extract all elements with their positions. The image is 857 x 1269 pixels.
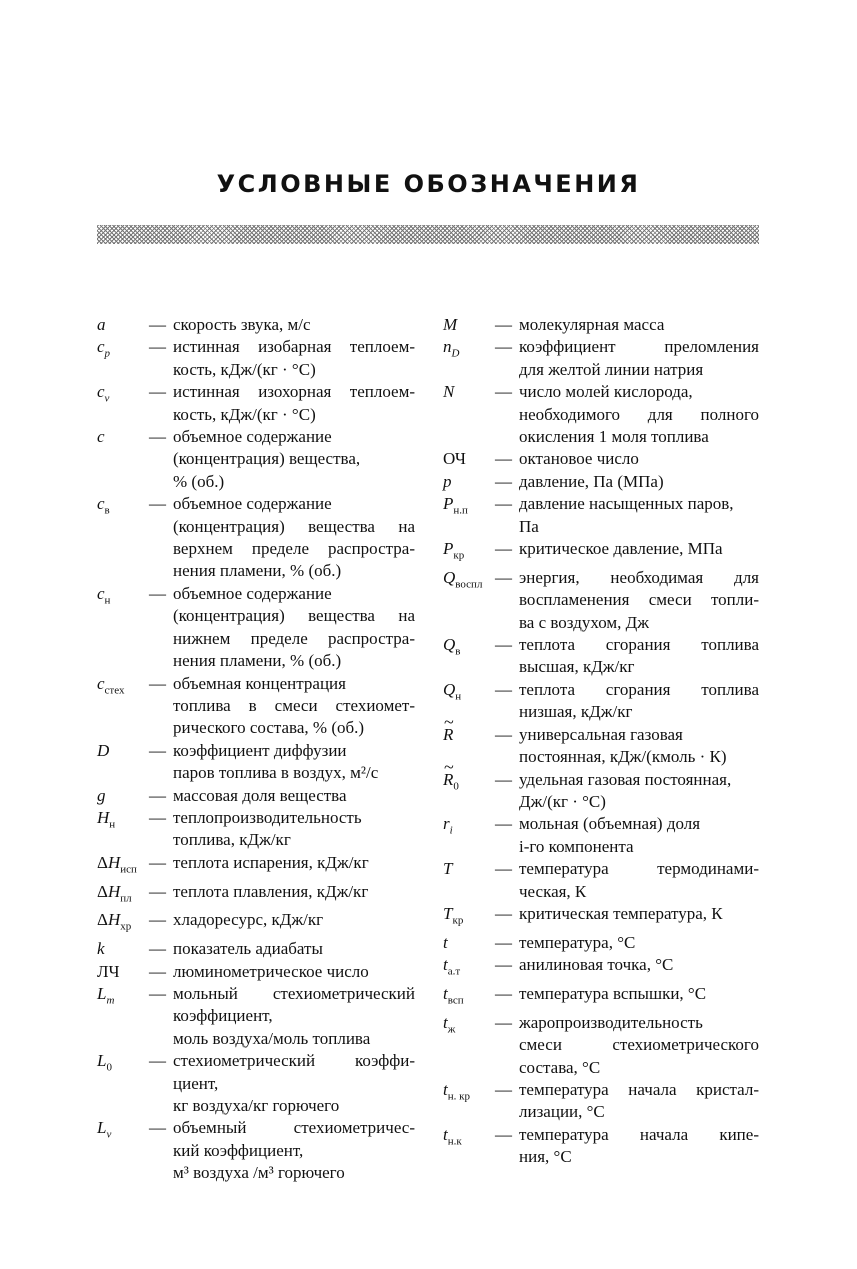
notation-entry: [443, 903, 759, 932]
notation-description: показатель адиабаты: [173, 939, 323, 959]
notation-dash: —: [495, 983, 512, 1003]
notation-entry: [443, 813, 759, 858]
notation-symbol: $L_v$: [97, 1118, 112, 1141]
notation-description: анилиновая точка, °С: [519, 955, 674, 975]
notation-description: объемный стехиометричес- кий коэффициент, м³ воздуха /м³ горючего: [173, 1118, 415, 1183]
notation-symbol: $c_н$: [97, 583, 111, 607]
notation-symbol: c: [97, 427, 105, 447]
notation-entry: [97, 1117, 415, 1184]
notation-description: теплота испарения, кДж/кг: [173, 852, 369, 872]
notation-symbol: $t_{н. кр}$: [443, 1079, 470, 1103]
notation-symbol: ОЧ: [443, 449, 466, 469]
notation-dash: —: [495, 903, 512, 923]
notation-dash: —: [495, 635, 512, 655]
notation-symbol: ЛЧ: [97, 961, 120, 981]
notation-dash: —: [495, 315, 512, 334]
notation-dash: —: [149, 427, 166, 447]
notation-description: мольный стехиометрический коэффициент, моль воздуха/моль топлива: [173, 983, 415, 1048]
notation-description: критическая температура, К: [519, 903, 723, 923]
notation-description: скорость звука, м/с: [173, 315, 311, 334]
notation-dash: —: [149, 961, 166, 981]
notation-symbol: $r_i$: [443, 814, 453, 837]
notation-description: коэффициент преломления для желтой линии натрия: [519, 337, 759, 379]
notation-dash: —: [149, 1118, 166, 1138]
notation-dash: —: [149, 852, 166, 872]
notation-symbol: $c_{стех}$: [97, 673, 125, 696]
notation-symbol: ~ $R_0$: [443, 769, 495, 814]
notation-entry: [443, 493, 759, 538]
notation-symbol: $\Delta H_{пл}$: [97, 881, 132, 904]
notation-entry: [97, 852, 415, 881]
notation-entry: [97, 909, 415, 938]
notation-symbol: $T_{кр}$: [443, 903, 464, 927]
notation-description: энергия, необходимая для воспламенения смеси топли- ва с воздухом, Дж: [519, 567, 759, 632]
notation-symbol: $t_ж$: [443, 1012, 456, 1036]
notation-entry: [97, 493, 415, 583]
notation-dash: —: [495, 471, 512, 491]
notation-entry: [97, 807, 415, 852]
notation-dash: —: [149, 673, 166, 693]
notation-description: истинная изобарная теплоем- кость, кДж/(кг · °С): [173, 337, 415, 379]
notation-description: октановое число: [519, 449, 639, 469]
notation-description: давление, Па (МПа): [519, 471, 664, 491]
symbols-column-left: [97, 314, 415, 1185]
notation-dash: —: [495, 1124, 512, 1144]
notation-description: удельная газовая постоянная, Дж/(кг · °С): [519, 769, 732, 811]
notation-dash: —: [149, 983, 166, 1003]
notation-symbol: t: [443, 932, 448, 952]
notation-symbol: $Q_н$: [443, 679, 462, 703]
notation-dash: —: [149, 807, 166, 827]
notation-symbol: $L_0$: [97, 1051, 112, 1074]
notation-symbol: D: [97, 740, 110, 760]
notation-entry: [443, 567, 759, 634]
notation-dash: —: [495, 449, 512, 469]
notation-dash: —: [495, 567, 512, 587]
notation-description: теплота сгорания топлива высшая, кДж/кг: [519, 635, 759, 677]
notation-dash: —: [495, 539, 512, 559]
notation-dash: —: [149, 1051, 166, 1071]
notation-description: жаропроизводительность смеси стехиометрического состава, °С: [519, 1012, 759, 1077]
notation-entry: [443, 1124, 759, 1169]
notation-entry: [97, 336, 415, 381]
notation-dash: —: [495, 1012, 512, 1032]
notation-dash: —: [495, 814, 512, 834]
notation-symbol: g: [97, 785, 106, 805]
notation-entry: [443, 1079, 759, 1124]
notation-description: объемное содержание (концентрация) вещества на верхнем пределе распростра- нения пламени, % (об.): [173, 494, 415, 581]
notation-description: объемное содержание (концентрация) вещества, % (об.): [173, 427, 361, 491]
notation-symbol: T: [443, 859, 453, 879]
notation-symbol: $n_D$: [443, 337, 460, 360]
notation-symbol: $H_н$: [97, 807, 116, 831]
notation-entry: [97, 673, 415, 740]
notation-symbol: $t_{а.т}$: [443, 955, 461, 978]
notation-description: универсальная газовая постоянная, кДж/(кмоль · К): [519, 724, 727, 767]
notation-entry: [443, 381, 759, 448]
notation-dash: —: [149, 382, 166, 402]
notation-entry: [97, 381, 415, 426]
notation-dash: —: [149, 740, 166, 760]
notation-symbol: N: [443, 382, 455, 402]
notation-entry: [97, 983, 415, 1050]
notation-description: молекулярная масса: [519, 315, 665, 334]
notation-description: теплопроизводительность топлива, кДж/кг: [173, 807, 362, 850]
notation-entry: [443, 471, 759, 493]
notation-dash: —: [495, 955, 512, 975]
notation-symbol: $c_p$: [97, 337, 111, 360]
notation-description: температура вспышки, °С: [519, 983, 707, 1003]
notation-description: стехиометрический коэффи- циент, кг воздуха/кг горючего: [173, 1051, 415, 1115]
notation-entry: [97, 785, 415, 807]
notation-dash: —: [149, 315, 166, 334]
notation-dash: —: [495, 724, 512, 744]
notation-description: давление насыщенных паров, Па: [519, 494, 734, 536]
notation-symbol: p: [443, 471, 452, 491]
notation-entry: [443, 634, 759, 679]
notation-dash: —: [495, 679, 512, 699]
notation-symbol: $t_{н.к}$: [443, 1124, 462, 1148]
notation-entry: [97, 961, 415, 983]
notation-dash: —: [149, 785, 166, 805]
notation-description: температура термодинами- ческая, К: [519, 859, 759, 901]
notation-description: число молей кислорода, необходимого для полного окисления 1 моля топлива: [519, 382, 759, 447]
notation-symbol: ~ R: [443, 724, 495, 769]
notation-description: массовая доля вещества: [173, 785, 347, 805]
notation-description: температура начала кристал- лизации, °С: [519, 1079, 759, 1122]
notation-entry: [443, 336, 759, 381]
notation-dash: —: [495, 494, 512, 514]
notation-symbol: $P_{кр}$: [443, 539, 465, 562]
notation-entry: [97, 314, 415, 336]
notation-symbol: M: [443, 315, 458, 334]
notation-dash: —: [149, 337, 166, 357]
notation-description: теплота сгорания топлива низшая, кДж/кг: [519, 679, 759, 722]
notation-description: объемная концентрация топлива в смеси стехиомет- рического состава, % (об.): [173, 673, 415, 738]
hatched-divider: [97, 225, 759, 244]
notation-dash: —: [149, 939, 166, 959]
notation-description: люминометрическое число: [173, 961, 369, 981]
notation-dash: —: [495, 337, 512, 357]
notation-symbol: a: [97, 315, 106, 334]
notation-entry: [443, 679, 759, 724]
notation-dash: —: [495, 769, 512, 789]
notation-description: теплота плавления, кДж/кг: [173, 881, 369, 901]
notation-entry: [97, 938, 415, 960]
notation-symbol: $L_m$: [97, 983, 115, 1007]
notation-symbol: $Q_{воспл}$: [443, 567, 483, 591]
notation-entry: [97, 1050, 415, 1117]
notation-entry: [443, 314, 759, 336]
notation-entry: [443, 1012, 759, 1079]
page-title: УСЛОВНЫЕ ОБОЗНАЧЕНИЯ: [216, 170, 641, 198]
symbols-column-right: [443, 314, 759, 1169]
notation-entry: [443, 983, 759, 1012]
notation-entry: [97, 740, 415, 785]
notation-dash: —: [149, 881, 166, 901]
notation-dash: —: [495, 382, 512, 402]
notation-entry: [443, 448, 759, 470]
notation-symbol: $P_{н.п}$: [443, 494, 468, 517]
notation-description: температура начала кипе- ния, °С: [519, 1124, 759, 1167]
notation-symbol: $c_v$: [97, 382, 110, 405]
notation-entry: [443, 932, 759, 954]
notation-dash: —: [149, 910, 166, 930]
notation-symbol: $\Delta H_{исп}$: [97, 852, 137, 876]
notation-dash: —: [495, 859, 512, 879]
notation-dash: —: [149, 583, 166, 603]
notation-entry: [443, 724, 759, 769]
notation-description: критическое давление, МПа: [519, 539, 723, 559]
notation-description: истинная изохорная теплоем- кость, кДж/(кг · °С): [173, 382, 415, 424]
notation-description: объемное содержание (концентрация) вещества на нижнем пределе распростра- нения пламени, % (об.): [173, 583, 415, 671]
notation-dash: —: [149, 494, 166, 514]
notation-entry: [97, 583, 415, 673]
notation-entry: [97, 881, 415, 910]
notation-symbol: $\Delta H_{хр}$: [97, 910, 132, 933]
notation-description: хладоресурс, кДж/кг: [173, 910, 324, 930]
notation-symbol: $Q_в$: [443, 635, 461, 658]
notation-symbol: $c_в$: [97, 494, 110, 517]
notation-entry: [97, 426, 415, 493]
notation-symbol: $t_{всп}$: [443, 983, 464, 1007]
notation-dash: —: [495, 1079, 512, 1099]
notation-symbol: k: [97, 939, 105, 959]
notation-entry: [443, 538, 759, 567]
notation-description: мольная (объемная) доля i-го компонента: [519, 814, 701, 856]
notation-entry: [443, 954, 759, 983]
notation-entry: [443, 769, 759, 814]
notation-description: температура, °С: [519, 932, 636, 952]
notation-entry: [443, 858, 759, 903]
notation-description: коэффициент диффузии паров топлива в воздух, м²/с: [173, 740, 379, 783]
notation-dash: —: [495, 932, 512, 952]
